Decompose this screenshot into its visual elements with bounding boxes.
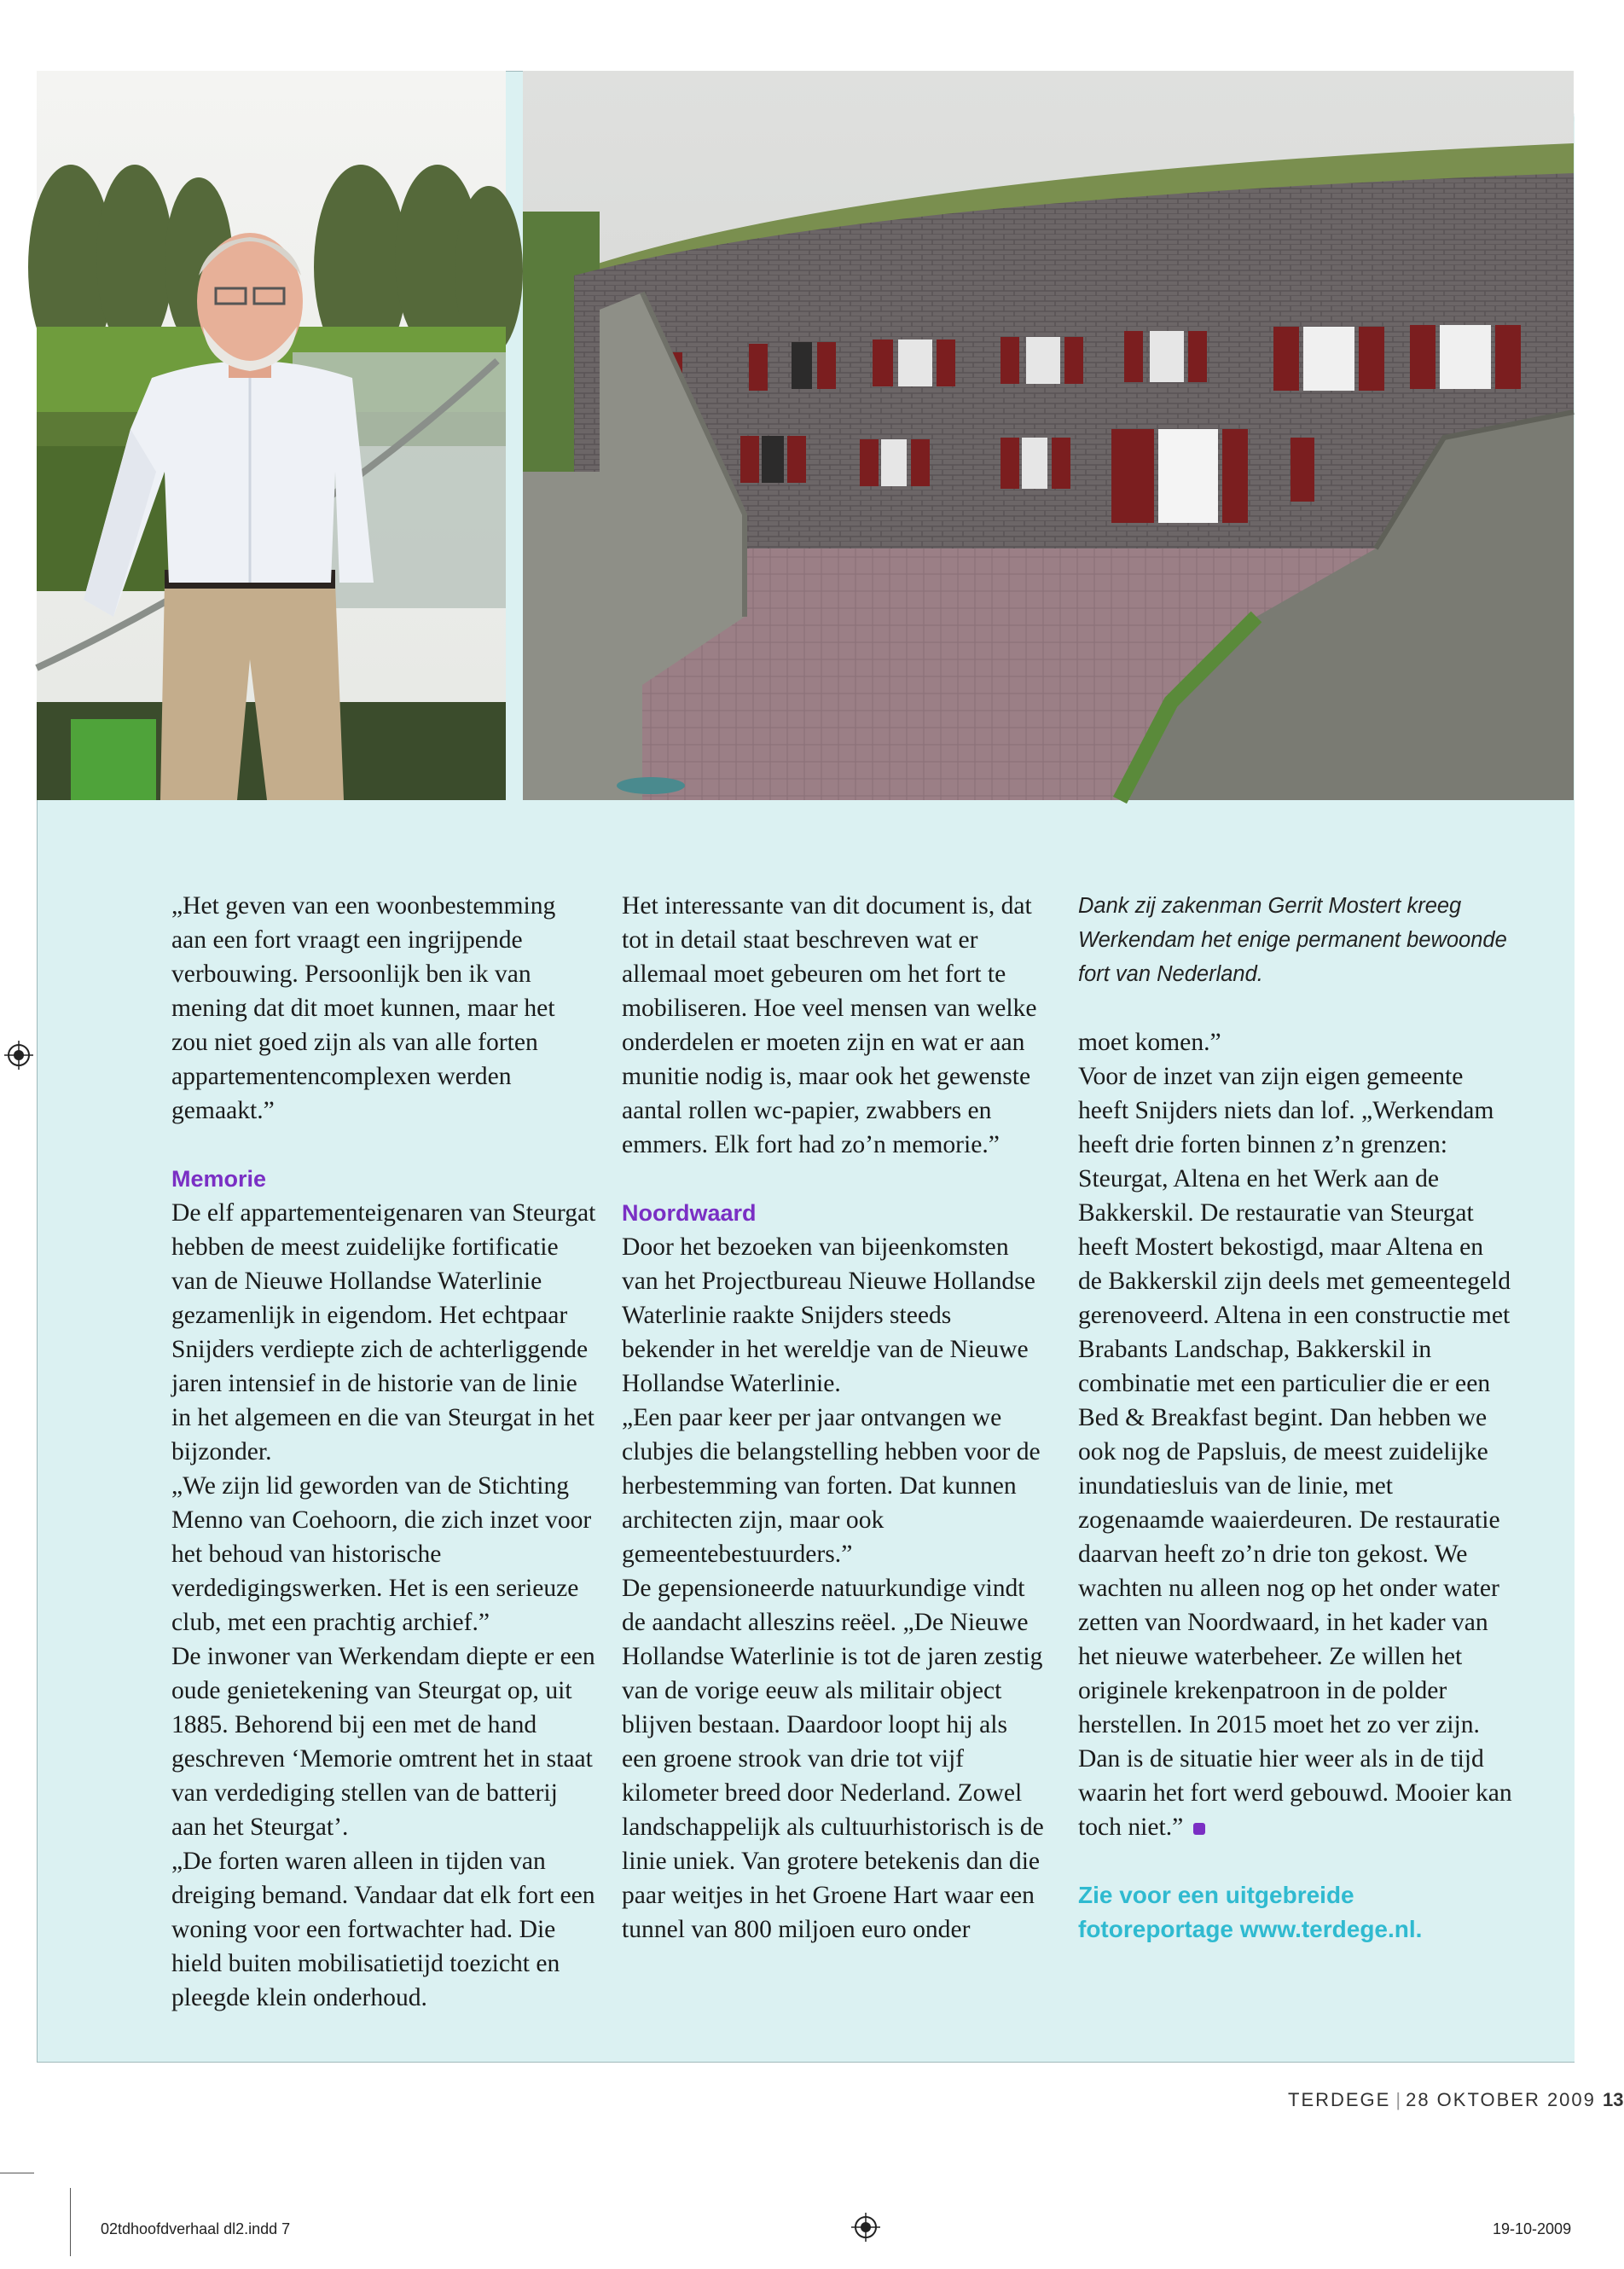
end-mark-icon: [1193, 1823, 1205, 1835]
website-promo: Zie voor een uitgebreide fotoreportage www.terdege.nl.: [1078, 1882, 1423, 1942]
paragraph-text: Voor de inzet van zijn eigen gemeente heeft Snijders niets dan lof. „Werkendam heeft drie forten binnen z’n grenzen: Steurgat, Altena en het Werk aan de Bakkerskil. De restauratie van Steurgat heeft Mostert bekostigd, maar Altena en de Bakkerskil zijn deels met gemeentegeld gerenoveerd. Altena in een constructie met Brabants Landschap, Bakkerskil in combinatie met een particulier die er een Bed & Breakfast begint. Dan hebben we ook nog de Papsluis, de meest zuidelijke inundatiesluis van de linie, met zogenaamde waaierdeuren. De restauratie daarvan heeft zo’n drie ton gekost. We wachten nu alleen nog op het onder water zetten van Noordwaard, in het kader van het nieuwe waterbeheer. Ze willen het originele krekenpatroon in de polder herstellen. In 2015 moet het zo ver zijn. Dan is de situatie hier weer als in de tijd waarin het fort werd gebouwd. Mooier kan toch niet.”: [1078, 1063, 1512, 1841]
crop-mark: [70, 2188, 71, 2256]
article-column-1: [171, 889, 596, 2015]
paragraph: „Het geven van een woonbestemming aan een fort vraagt een ingrijpende verbouwing. Persoonlijk ben ik van mening dat dit moet kunnen, maar het zou niet goed zijn als van alle forten appartementencomplexen werden gemaakt.”: [171, 892, 556, 1124]
paragraph: De inwoner van Werkendam diepte er een oude genietekening van Steurgat op, uit 1885. Behorend bij een met de hand geschreven ‘Memorie omtrent het in staat van verdediging stellen van de batterij aan het Steurgat’.: [171, 1643, 595, 1841]
portrait-illustration: [37, 71, 506, 800]
paragraph: [1078, 1059, 1513, 1844]
paragraph: De gepensioneerde natuurkundige vindt de aandacht alleszins reëel. „De Nieuwe Hollandse Waterlinie is tot de jaren zestig van de vorige eeuw als militair object blijven bestaan. Daardoor loopt hij als een groene strook van drie tot vijf kilometer breed door Nederland. Zowel landschappelijk als cultuurhistorisch is de linie uniek. Van grotere betekenis dan die paar weitjes in het Groene Hart waar een tunnel van 800 miljoen euro onder: [622, 1575, 1044, 1943]
registration-mark-icon: [4, 1041, 33, 1070]
paragraph: „De forten waren alleen in tijden van dreiging bemand. Vandaar dat elk fort een woning voor een fortwachter had. Die hield buiten mobilisatietijd toezicht en pleegde klein onderhoud.: [171, 1848, 595, 2011]
article-column-3: [1078, 889, 1513, 1947]
slug-file: 02tdhoofdverhaal dl2.indd 7: [101, 2220, 291, 2237]
page-number: 13: [1603, 2089, 1624, 2110]
subhead-noordwaard: Noordwaard: [622, 1200, 757, 1226]
paragraph: Door het bezoeken van bijeenkomsten van het Projectbureau Nieuwe Hollandse Waterlinie raakte Snijders steeds bekender in het wereldje van de Nieuwe Hollandse Waterlinie.: [622, 1233, 1035, 1397]
paragraph: moet komen.”: [1078, 1029, 1221, 1056]
folio: [1288, 2089, 1624, 2111]
paragraph: Het interessante van dit document is, dat tot in detail staat beschreven wat er allemaal moet gebeuren om het fort te mobiliseren. Hoe veel mensen van welke onderdelen er moeten zijn en wat er aan munitie nodig is, maar ook het gewenste aantal rollen wc-papier, zwabbers en emmers. Elk fort had zo’n memorie.”: [622, 892, 1037, 1158]
subhead-memorie: Memorie: [171, 1166, 267, 1192]
slug-date: 19-10-2009: [1493, 2220, 1572, 2237]
folio-separator: |: [1395, 2089, 1401, 2110]
paragraph: „We zijn lid geworden van de Stichting Menno van Coehoorn, die zich inzet voor het behoud van historische verdedigingswerken. Het is een serieuze club, met een prachtig archief.”: [171, 1472, 592, 1636]
fort-illustration: [523, 71, 1574, 800]
photo-portrait: [37, 71, 506, 800]
registration-mark-icon: [851, 2213, 880, 2242]
article-column-2: [622, 889, 1048, 1947]
paragraph: „Een paar keer per jaar ontvangen we clubjes die belangstelling hebben voor de herbestemming van forten. Dat kunnen architecten zijn, maar ook gemeentebestuurders.”: [622, 1404, 1041, 1568]
magazine-name: TERDEGE: [1288, 2089, 1391, 2110]
photo-fort: [523, 71, 1574, 800]
issue-date: 28 OKTOBER 2009: [1406, 2089, 1596, 2110]
paragraph: De elf appartementeigenaren van Steurgat hebben de meest zuidelijke fortificatie van de Nieuwe Hollandse Waterlinie gezamenlijk in eigendom. Het echtpaar Snijders verdiepte zich de achterliggende jaren intensief in de historie van de linie in het algemeen en die van Steurgat in het bijzonder.: [171, 1199, 596, 1465]
photo-caption: Dank zij zakenman Gerrit Mostert kreeg Werkendam het enige permanent bewoonde fort van Nederland.: [1078, 894, 1507, 986]
